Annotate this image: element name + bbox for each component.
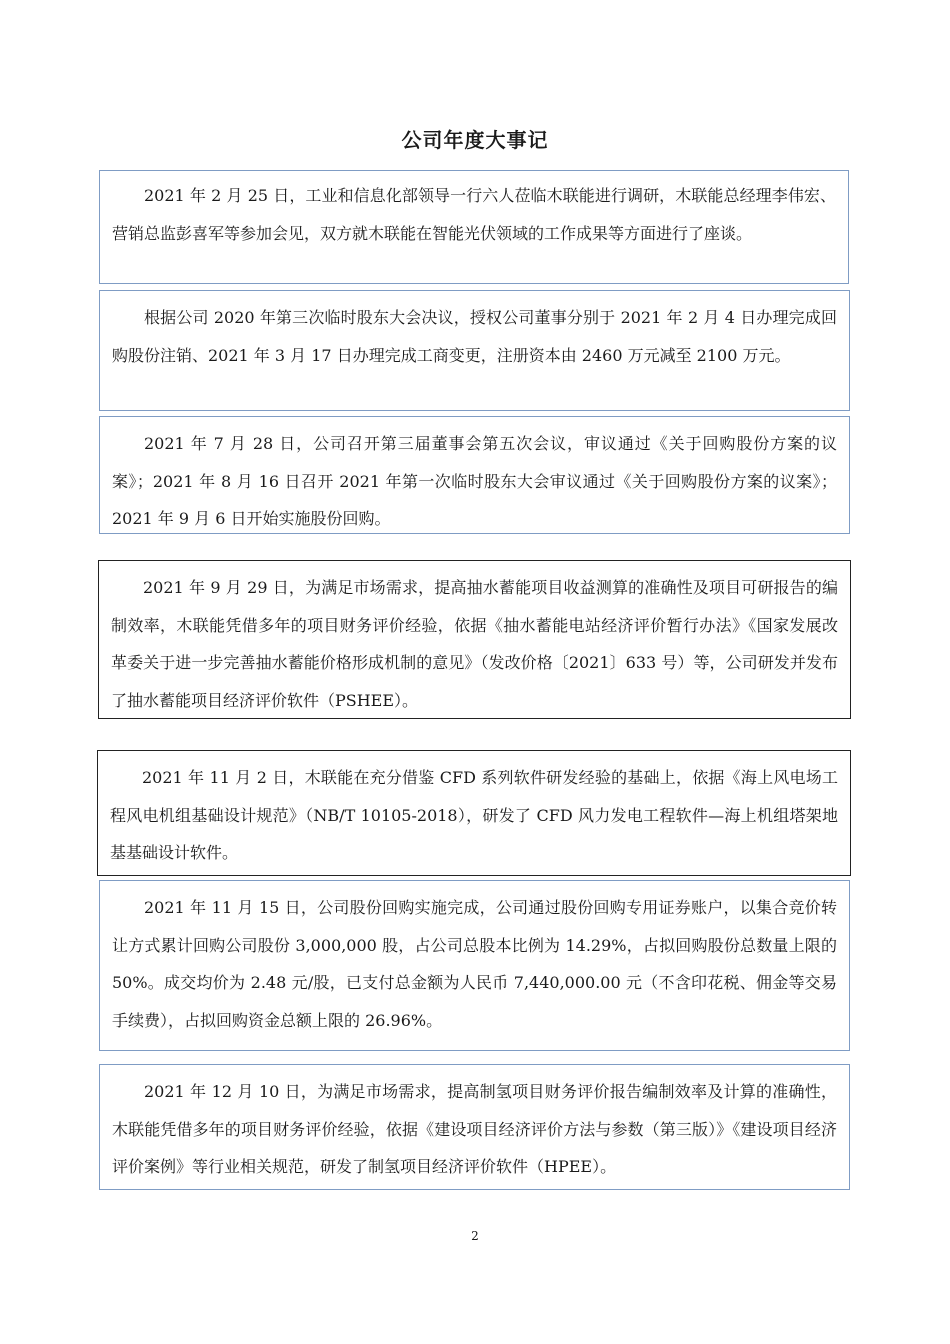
event-box [98, 560, 851, 719]
event-text: 根据公司 2020 年第三次临时股东大会决议，授权公司董事分别于 2021 年 2 月 4 日办理完成回购股份注销、2021 年 3 月 17 日办理完成工商变更，注册资本由 2460 万元减至 2100 万元。 [112, 308, 837, 365]
event-box [99, 1064, 850, 1190]
page-number: 2 [471, 1229, 479, 1243]
event-text: 2021 年 12 月 10 日，为满足市场需求，提高制氢项目财务评价报告编制效率及计算的准确性，木联能凭借多年的项目财务评价经验，依据《建设项目经济评价方法与参数（第三版）》《建设项目经济评价案例》等行业相关规范，研发了制氢项目经济评价软件（HPEE）。 [112, 1082, 837, 1176]
event-text: 2021 年 11 月 2 日，木联能在充分借鉴 CFD 系列软件研发经验的基础上，依据《海上风电场工程风电机组基础设计规范》（NB/T 10105-2018），研发了 CFD 风力发电工程软件—海上机组塔架地基基础设计软件。 [110, 768, 838, 862]
event-text: 2021 年 9 月 29 日，为满足市场需求，提高抽水蓄能项目收益测算的准确性及项目可研报告的编制效率，木联能凭借多年的项目财务评价经验，依据《抽水蓄能电站经济评价暂行办法》《国家发展改革委关于进一步完善抽水蓄能价格形成机制的意见》（发改价格〔2021〕633 号）等，公司研发并发布了抽水蓄能项目经济评价软件（PSHEE）。 [111, 578, 838, 710]
event-box [99, 880, 850, 1051]
page-title: 公司年度大事记 [401, 128, 549, 152]
event-box [99, 290, 850, 411]
event-box [99, 416, 850, 534]
event-box [97, 750, 851, 876]
event-box [99, 170, 849, 284]
event-text: 2021 年 7 月 28 日，公司召开第三届董事会第五次会议，审议通过《关于回购股份方案的议案》；2021 年 8 月 16 日召开 2021 年第一次临时股东大会审议通过《关于回购股份方案的议案》；2021 年 9 月 6 日开始实施股份回购。 [112, 434, 837, 528]
event-text: 2021 年 11 月 15 日，公司股份回购实施完成，公司通过股份回购专用证券账户，以集合竞价转让方式累计回购公司股份 3,000,000 股，占公司总股本比例为 14.29%，占拟回购股份总数量上限的 50%。成交均价为 2.48 元/股，已支付总金额为人民币 7,440,000.00 元（不含印花税、佣金等交易手续费），占拟回购资金总额上限的 26.96%。 [112, 898, 837, 1030]
event-text: 2021 年 2 月 25 日，工业和信息化部领导一行六人莅临木联能进行调研，木联能总经理李伟宏、营销总监彭喜军等参加会见，双方就木联能在智能光伏领域的工作成果等方面进行了座谈。 [112, 186, 836, 243]
